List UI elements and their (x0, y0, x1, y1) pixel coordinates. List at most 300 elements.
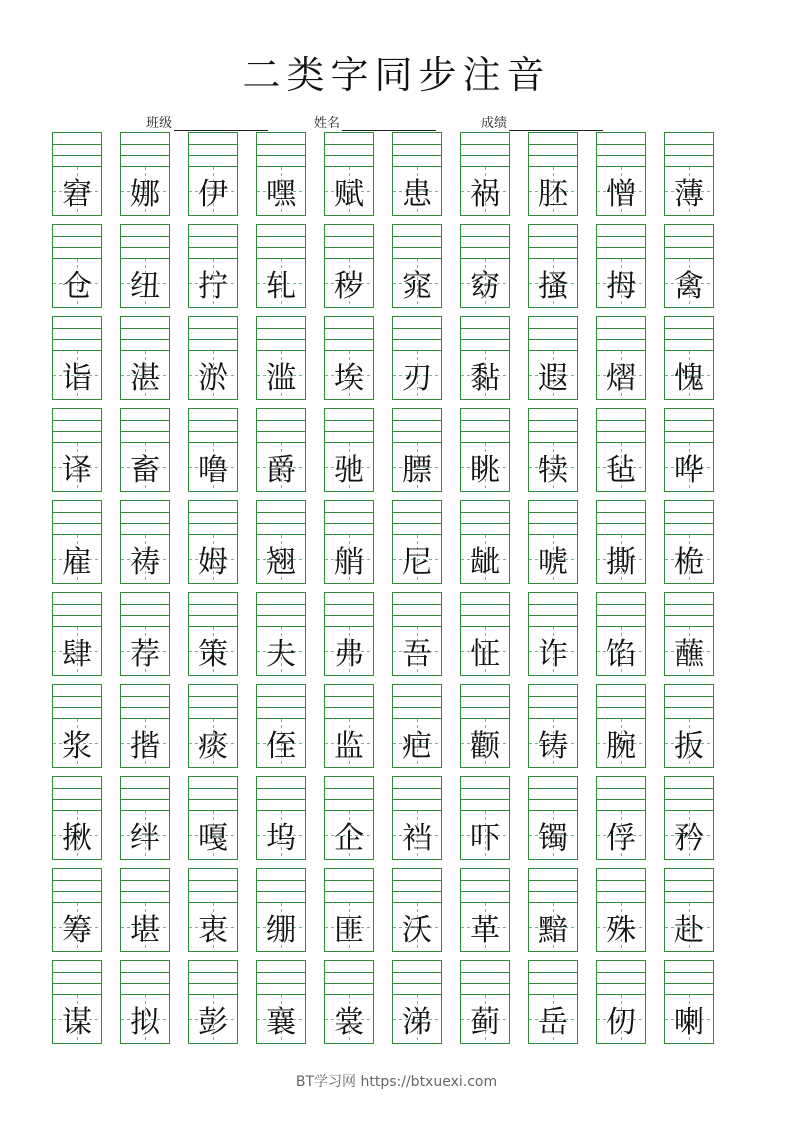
hanzi-character: 夫 (256, 626, 306, 676)
hanzi-character: 噜 (188, 442, 238, 492)
name-label: 姓名 (314, 116, 341, 131)
class-label: 班级 (146, 116, 173, 131)
character-cell (460, 592, 510, 676)
hanzi-character: 龇 (460, 534, 510, 584)
character-cell (120, 224, 170, 308)
hanzi-character: 匪 (324, 902, 374, 952)
character-cell (256, 316, 306, 400)
pinyin-writing-lines (256, 592, 306, 627)
character-cell (324, 684, 374, 768)
hanzi-character: 赴 (664, 902, 714, 952)
pinyin-writing-lines (460, 500, 510, 535)
hanzi-character: 肆 (52, 626, 102, 676)
hanzi-character: 沃 (392, 902, 442, 952)
character-cell (460, 500, 510, 584)
pinyin-writing-lines (528, 776, 578, 811)
pinyin-writing-lines (460, 224, 510, 259)
pinyin-writing-lines (188, 776, 238, 811)
character-cell (392, 592, 442, 676)
pinyin-writing-lines (256, 316, 306, 351)
character-cell (120, 316, 170, 400)
character-cell (120, 960, 170, 1044)
hanzi-character: 诣 (52, 350, 102, 400)
character-cell (120, 500, 170, 584)
pinyin-writing-lines (52, 132, 102, 167)
hanzi-character: 拧 (188, 258, 238, 308)
pinyin-writing-lines (392, 132, 442, 167)
hanzi-character: 哗 (664, 442, 714, 492)
pinyin-writing-lines (256, 960, 306, 995)
hanzi-character: 怔 (460, 626, 510, 676)
hanzi-character: 译 (52, 442, 102, 492)
pinyin-writing-lines (460, 684, 510, 719)
character-cell (120, 868, 170, 952)
pinyin-writing-lines (52, 500, 102, 535)
hanzi-character: 黏 (460, 350, 510, 400)
pinyin-writing-lines (392, 776, 442, 811)
pinyin-writing-lines (256, 684, 306, 719)
character-cell (528, 316, 578, 400)
character-cell (188, 684, 238, 768)
pinyin-writing-lines (52, 316, 102, 351)
character-cell (52, 868, 102, 952)
character-cell (528, 960, 578, 1044)
character-cell (596, 684, 646, 768)
character-cell (664, 132, 714, 216)
pinyin-writing-lines (596, 592, 646, 627)
page-title: 二类字同步注音 (242, 53, 551, 97)
pinyin-writing-lines (52, 224, 102, 259)
character-cell (460, 868, 510, 952)
hanzi-character: 熠 (596, 350, 646, 400)
pinyin-writing-lines (460, 592, 510, 627)
hanzi-character: 轧 (256, 258, 306, 308)
hanzi-character: 襄 (256, 994, 306, 1044)
pinyin-writing-lines (664, 592, 714, 627)
hanzi-character: 筹 (52, 902, 102, 952)
footer-watermark: BT学习网 https://btxuexi.com (295, 1074, 498, 1090)
character-cell (460, 224, 510, 308)
hanzi-character: 窈 (460, 258, 510, 308)
pinyin-writing-lines (460, 316, 510, 351)
character-cell (596, 408, 646, 492)
pinyin-writing-lines (256, 500, 306, 535)
character-cell (460, 684, 510, 768)
hanzi-character: 桅 (664, 534, 714, 584)
hanzi-character: 腕 (596, 718, 646, 768)
hanzi-character: 谋 (52, 994, 102, 1044)
pinyin-writing-lines (596, 224, 646, 259)
hanzi-character: 馅 (596, 626, 646, 676)
pinyin-writing-lines (324, 592, 374, 627)
character-cell (324, 224, 374, 308)
hanzi-character: 患 (392, 166, 442, 216)
hanzi-character: 姆 (188, 534, 238, 584)
hanzi-character: 蘸 (664, 626, 714, 676)
pinyin-writing-lines (52, 868, 102, 903)
pinyin-writing-lines (52, 684, 102, 719)
pinyin-writing-lines (324, 960, 374, 995)
hanzi-character: 堪 (120, 902, 170, 952)
pinyin-writing-lines (664, 776, 714, 811)
hanzi-character: 愧 (664, 350, 714, 400)
character-cell (256, 868, 306, 952)
score-blank-line (509, 115, 603, 131)
pinyin-writing-lines (596, 408, 646, 443)
hanzi-character: 滥 (256, 350, 306, 400)
pinyin-writing-lines (392, 316, 442, 351)
character-cell (460, 132, 510, 216)
pinyin-writing-lines (460, 960, 510, 995)
hanzi-character: 禽 (664, 258, 714, 308)
pinyin-writing-lines (596, 132, 646, 167)
hanzi-character: 赋 (324, 166, 374, 216)
pinyin-writing-lines (460, 776, 510, 811)
pinyin-writing-lines (596, 776, 646, 811)
pinyin-writing-lines (120, 500, 170, 535)
character-cell (460, 960, 510, 1044)
pinyin-writing-lines (528, 960, 578, 995)
pinyin-writing-lines (188, 408, 238, 443)
character-cell (664, 960, 714, 1044)
pinyin-writing-lines (188, 592, 238, 627)
pinyin-writing-lines (664, 132, 714, 167)
hanzi-character: 裳 (324, 994, 374, 1044)
character-cell (52, 776, 102, 860)
hanzi-character: 毡 (596, 442, 646, 492)
pinyin-writing-lines (392, 592, 442, 627)
character-cell (324, 408, 374, 492)
pinyin-writing-lines (392, 408, 442, 443)
character-cell (596, 960, 646, 1044)
character-cell (120, 776, 170, 860)
character-cell (392, 960, 442, 1044)
hanzi-character: 娜 (120, 166, 170, 216)
hanzi-character: 窘 (52, 166, 102, 216)
character-grid (52, 132, 714, 1044)
pinyin-writing-lines (120, 868, 170, 903)
character-cell (528, 592, 578, 676)
character-cell (188, 408, 238, 492)
hanzi-character: 膘 (392, 442, 442, 492)
pinyin-writing-lines (392, 960, 442, 995)
pinyin-writing-lines (460, 408, 510, 443)
character-cell (392, 684, 442, 768)
hanzi-character: 革 (460, 902, 510, 952)
character-cell (528, 868, 578, 952)
class-field (146, 112, 268, 131)
character-cell (188, 132, 238, 216)
character-cell (52, 500, 102, 584)
pinyin-writing-lines (528, 500, 578, 535)
hanzi-character: 镯 (528, 810, 578, 860)
pinyin-writing-lines (120, 408, 170, 443)
pinyin-writing-lines (324, 868, 374, 903)
pinyin-writing-lines (120, 132, 170, 167)
character-cell (324, 316, 374, 400)
character-cell (528, 132, 578, 216)
character-cell (664, 316, 714, 400)
hanzi-character: 揩 (120, 718, 170, 768)
hanzi-character: 吓 (460, 810, 510, 860)
pinyin-writing-lines (596, 684, 646, 719)
character-cell (392, 868, 442, 952)
character-cell (52, 408, 102, 492)
pinyin-writing-lines (256, 132, 306, 167)
hanzi-character: 仞 (596, 994, 646, 1044)
character-cell (664, 500, 714, 584)
character-cell (256, 500, 306, 584)
character-cell (120, 684, 170, 768)
character-cell (324, 592, 374, 676)
hanzi-character: 胚 (528, 166, 578, 216)
hanzi-character: 眺 (460, 442, 510, 492)
pinyin-writing-lines (324, 684, 374, 719)
character-cell (324, 868, 374, 952)
hanzi-character: 喇 (664, 994, 714, 1044)
pinyin-writing-lines (256, 868, 306, 903)
hanzi-character: 祷 (120, 534, 170, 584)
character-cell (392, 132, 442, 216)
hanzi-character: 诈 (528, 626, 578, 676)
hanzi-character: 尼 (392, 534, 442, 584)
character-cell (188, 592, 238, 676)
character-cell (392, 408, 442, 492)
character-cell (120, 132, 170, 216)
pinyin-writing-lines (52, 960, 102, 995)
character-cell (52, 316, 102, 400)
hanzi-character: 揪 (52, 810, 102, 860)
character-cell (256, 776, 306, 860)
character-cell (392, 776, 442, 860)
character-cell (596, 868, 646, 952)
name-field (314, 112, 436, 131)
score-label: 成绩 (481, 116, 508, 131)
character-cell (664, 776, 714, 860)
pinyin-writing-lines (528, 592, 578, 627)
character-cell (528, 224, 578, 308)
character-cell (460, 316, 510, 400)
pinyin-writing-lines (120, 960, 170, 995)
hanzi-character: 拟 (120, 994, 170, 1044)
hanzi-character: 纽 (120, 258, 170, 308)
character-cell (324, 132, 374, 216)
hanzi-character: 艄 (324, 534, 374, 584)
pinyin-writing-lines (664, 316, 714, 351)
pinyin-writing-lines (188, 500, 238, 535)
pinyin-writing-lines (256, 408, 306, 443)
hanzi-character: 坞 (256, 810, 306, 860)
character-cell (664, 408, 714, 492)
character-cell (392, 224, 442, 308)
character-cell (596, 224, 646, 308)
hanzi-character: 仓 (52, 258, 102, 308)
pinyin-writing-lines (120, 592, 170, 627)
hanzi-character: 弗 (324, 626, 374, 676)
character-cell (324, 960, 374, 1044)
pinyin-writing-lines (528, 316, 578, 351)
character-cell (256, 408, 306, 492)
pinyin-writing-lines (188, 132, 238, 167)
character-cell (188, 316, 238, 400)
hanzi-character: 矜 (664, 810, 714, 860)
hanzi-character: 伊 (188, 166, 238, 216)
pinyin-writing-lines (460, 132, 510, 167)
hanzi-character: 嘿 (256, 166, 306, 216)
hanzi-character: 憎 (596, 166, 646, 216)
character-cell (664, 224, 714, 308)
pinyin-writing-lines (664, 868, 714, 903)
pinyin-writing-lines (528, 224, 578, 259)
hanzi-character: 秽 (324, 258, 374, 308)
hanzi-character: 企 (324, 810, 374, 860)
hanzi-character: 岳 (528, 994, 578, 1044)
pinyin-writing-lines (324, 500, 374, 535)
character-cell (596, 776, 646, 860)
character-cell (188, 776, 238, 860)
pinyin-writing-lines (188, 316, 238, 351)
character-cell (120, 592, 170, 676)
pinyin-writing-lines (528, 868, 578, 903)
hanzi-character: 殊 (596, 902, 646, 952)
hanzi-character: 淤 (188, 350, 238, 400)
hanzi-character: 荐 (120, 626, 170, 676)
hanzi-character: 薄 (664, 166, 714, 216)
hanzi-character: 窕 (392, 258, 442, 308)
hanzi-character: 浆 (52, 718, 102, 768)
pinyin-writing-lines (392, 224, 442, 259)
hanzi-character: 爵 (256, 442, 306, 492)
hanzi-character: 痰 (188, 718, 238, 768)
pinyin-writing-lines (324, 316, 374, 351)
hanzi-character: 涕 (392, 994, 442, 1044)
pinyin-writing-lines (664, 684, 714, 719)
pinyin-writing-lines (460, 868, 510, 903)
character-cell (52, 132, 102, 216)
pinyin-writing-lines (52, 408, 102, 443)
pinyin-writing-lines (188, 224, 238, 259)
character-cell (256, 224, 306, 308)
hanzi-character: 俘 (596, 810, 646, 860)
character-cell (188, 960, 238, 1044)
pinyin-writing-lines (120, 316, 170, 351)
character-cell (528, 408, 578, 492)
character-cell (52, 684, 102, 768)
pinyin-writing-lines (324, 776, 374, 811)
character-cell (596, 132, 646, 216)
character-cell (188, 224, 238, 308)
hanzi-character: 蓟 (460, 994, 510, 1044)
hanzi-character: 驰 (324, 442, 374, 492)
student-info-bar (0, 112, 793, 132)
pinyin-writing-lines (664, 500, 714, 535)
pinyin-writing-lines (256, 224, 306, 259)
pinyin-writing-lines (528, 408, 578, 443)
pinyin-writing-lines (188, 960, 238, 995)
hanzi-character: 衷 (188, 902, 238, 952)
character-cell (392, 316, 442, 400)
hanzi-character: 绷 (256, 902, 306, 952)
hanzi-character: 埃 (324, 350, 374, 400)
pinyin-writing-lines (188, 868, 238, 903)
pinyin-writing-lines (256, 776, 306, 811)
pinyin-writing-lines (392, 868, 442, 903)
pinyin-writing-lines (664, 224, 714, 259)
character-cell (596, 592, 646, 676)
character-cell (52, 960, 102, 1044)
name-blank-line (342, 115, 436, 131)
character-cell (256, 132, 306, 216)
hanzi-character: 撕 (596, 534, 646, 584)
hanzi-character: 湛 (120, 350, 170, 400)
character-cell (528, 500, 578, 584)
pinyin-writing-lines (188, 684, 238, 719)
character-cell (664, 592, 714, 676)
character-cell (664, 868, 714, 952)
character-cell (256, 684, 306, 768)
pinyin-writing-lines (528, 132, 578, 167)
character-cell (392, 500, 442, 584)
character-cell (528, 776, 578, 860)
pinyin-writing-lines (52, 776, 102, 811)
hanzi-character: 遐 (528, 350, 578, 400)
character-cell (52, 224, 102, 308)
pinyin-writing-lines (120, 776, 170, 811)
score-field (481, 112, 603, 131)
character-cell (460, 408, 510, 492)
hanzi-character: 策 (188, 626, 238, 676)
hanzi-character: 监 (324, 718, 374, 768)
hanzi-character: 刃 (392, 350, 442, 400)
character-cell (188, 868, 238, 952)
pinyin-writing-lines (392, 684, 442, 719)
pinyin-writing-lines (596, 960, 646, 995)
character-cell (324, 500, 374, 584)
class-blank-line (174, 115, 268, 131)
hanzi-character: 颧 (460, 718, 510, 768)
character-cell (596, 500, 646, 584)
character-cell (256, 592, 306, 676)
hanzi-character: 疤 (392, 718, 442, 768)
pinyin-writing-lines (596, 316, 646, 351)
hanzi-character: 祸 (460, 166, 510, 216)
pinyin-writing-lines (120, 684, 170, 719)
pinyin-writing-lines (392, 500, 442, 535)
pinyin-writing-lines (324, 408, 374, 443)
hanzi-character: 畜 (120, 442, 170, 492)
pinyin-writing-lines (596, 500, 646, 535)
character-cell (188, 500, 238, 584)
hanzi-character: 绊 (120, 810, 170, 860)
hanzi-character: 裆 (392, 810, 442, 860)
pinyin-writing-lines (324, 224, 374, 259)
hanzi-character: 唬 (528, 534, 578, 584)
hanzi-character: 嘎 (188, 810, 238, 860)
character-cell (528, 684, 578, 768)
hanzi-character: 翘 (256, 534, 306, 584)
pinyin-writing-lines (120, 224, 170, 259)
hanzi-character: 吾 (392, 626, 442, 676)
pinyin-writing-lines (596, 868, 646, 903)
pinyin-writing-lines (324, 132, 374, 167)
hanzi-character: 铸 (528, 718, 578, 768)
character-cell (120, 408, 170, 492)
hanzi-character: 彭 (188, 994, 238, 1044)
hanzi-character: 侄 (256, 718, 306, 768)
hanzi-character: 搔 (528, 258, 578, 308)
character-cell (596, 316, 646, 400)
hanzi-character: 犊 (528, 442, 578, 492)
